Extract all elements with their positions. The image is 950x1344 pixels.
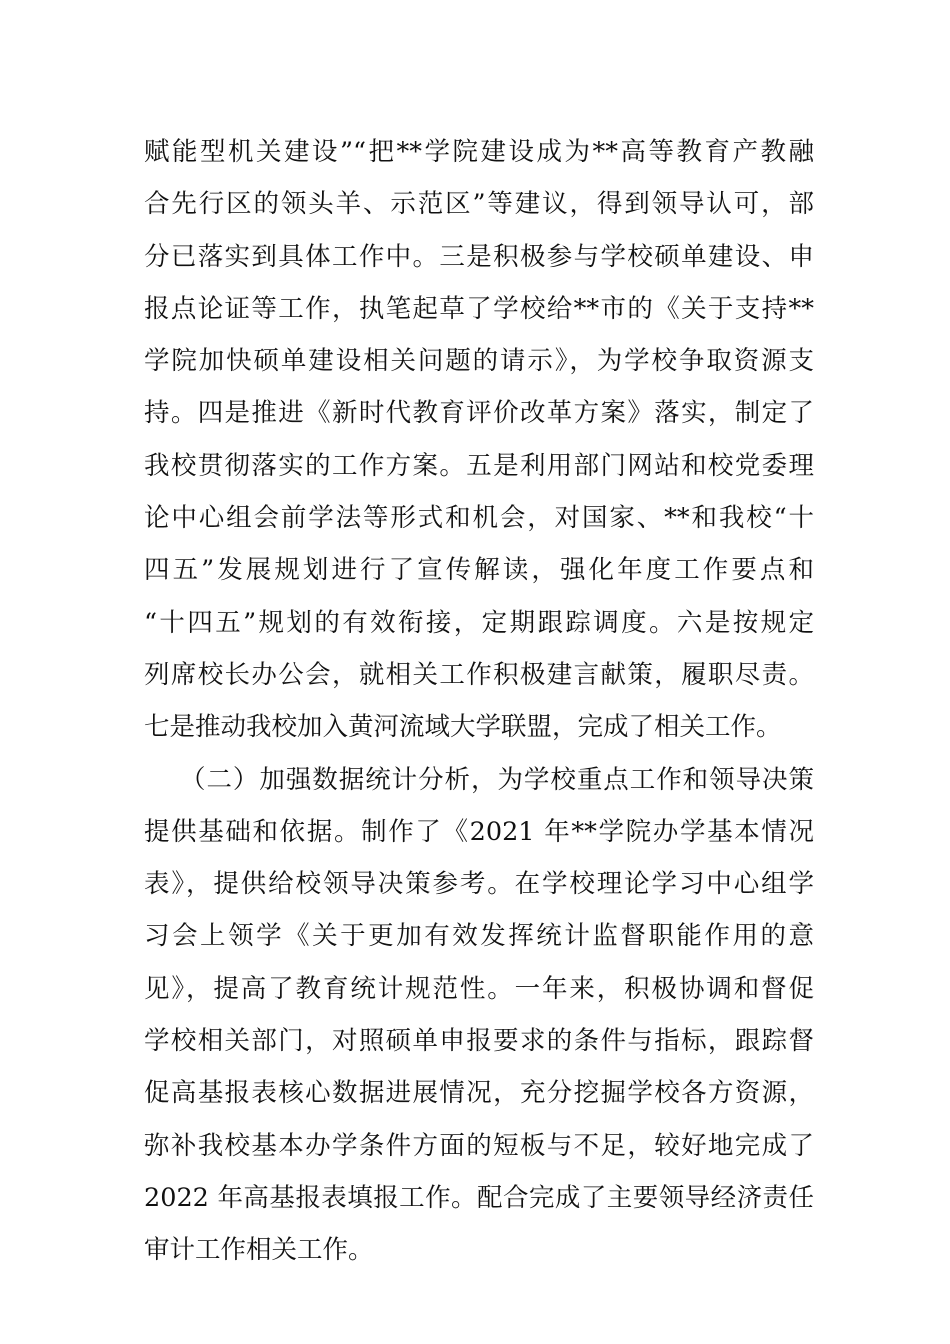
text-line: 分已落实到具体工作中。三是积极参与学校硕单建设、申	[144, 241, 814, 272]
body-text	[144, 126, 814, 1277]
text-line: 持。四是推进《新时代教育评价改革方案》落实，制定了	[144, 398, 814, 429]
text-line: 2022 年高基报表填报工作。配合完成了主要领导经济责任	[144, 1182, 814, 1213]
text-line: 我校贯彻落实的工作方案。五是利用部门网站和校党委理	[144, 450, 814, 481]
text-line: 弥补我校基本办学条件方面的短板与不足，较好地完成了	[144, 1130, 814, 1161]
text-line: 列席校长办公会，就相关工作积极建言献策，履职尽责。	[144, 659, 814, 690]
text-line: 促高基报表核心数据进展情况，充分挖掘学校各方资源，	[144, 1078, 814, 1109]
text-line: “十四五”规划的有效衔接，定期跟踪调度。六是按规定	[144, 607, 814, 638]
text-line: 学校相关部门，对照硕单申报要求的条件与指标，跟踪督	[144, 1026, 814, 1057]
text-line: 七是推动我校加入黄河流域大学联盟，完成了相关工作。	[144, 712, 782, 743]
text-line: 四五”发展规划进行了宣传解读，强化年度工作要点和	[144, 555, 814, 586]
text-line: 论中心组会前学法等形式和机会，对国家、**和我校“十	[144, 503, 814, 534]
text-line: 审计工作相关工作。	[144, 1235, 374, 1266]
section-heading-line: （二）加强数据统计分析，为学校重点工作和领导决策	[180, 764, 814, 795]
text-line: 习会上领学《关于更加有效发挥统计监督职能作用的意	[144, 921, 814, 952]
text-line: 报点论证等工作，执笔起草了学校给**市的《关于支持**	[144, 293, 814, 324]
text-line: 见》，提高了教育统计规范性。一年来，积极协调和督促	[144, 973, 814, 1004]
text-line: 合先行区的领头羊、示范区”等建议，得到领导认可，部	[144, 189, 814, 220]
text-line: 表》，提供给校领导决策参考。在学校理论学习中心组学	[144, 869, 814, 900]
text-line: 提供基础和依据。制作了《2021 年**学院办学基本情况	[144, 816, 814, 847]
text-line: 学院加快硕单建设相关问题的请示》，为学校争取资源支	[144, 346, 814, 377]
text-line: 赋能型机关建设”“把**学院建设成为**高等教育产教融	[144, 137, 814, 167]
